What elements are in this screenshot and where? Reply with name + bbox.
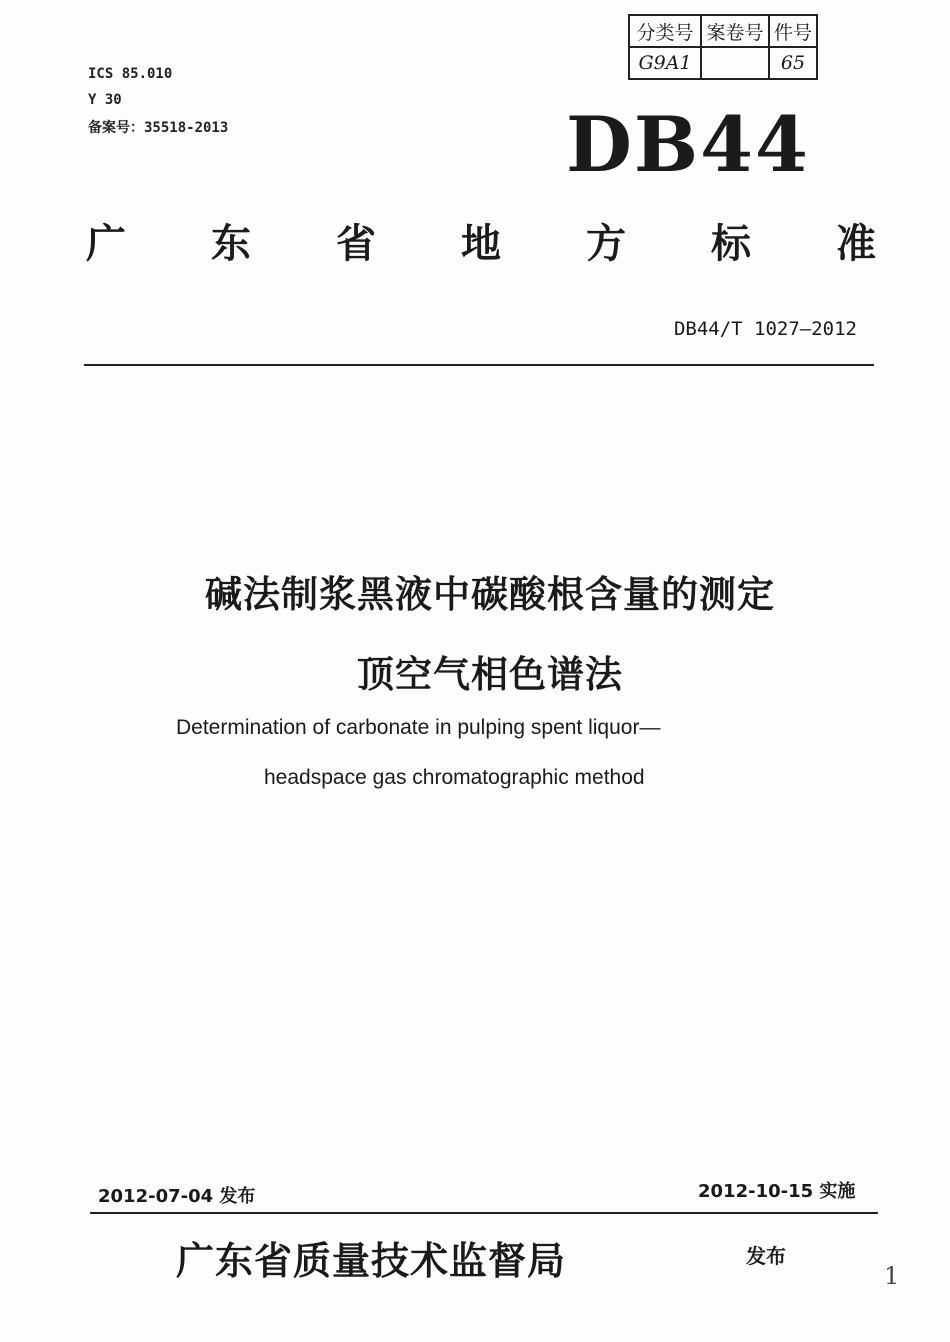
standard-type-char: 省 [336, 220, 376, 267]
title-en-line1: Determination of carbonate in pulping spent liquor— [176, 716, 661, 739]
ccs-code: Y 30 [88, 92, 122, 108]
archive-header-file: 案卷号 [701, 15, 769, 47]
standard-type-char: 方 [586, 220, 626, 267]
archive-header-category: 分类号 [629, 15, 701, 47]
archive-value-category: G9A1 [629, 47, 701, 79]
db-code: DB44 [566, 100, 810, 189]
standard-number: DB44/T 1027—2012 [673, 318, 857, 340]
archive-value-item: 65 [769, 47, 817, 79]
archive-value-file [701, 47, 769, 79]
issuing-label: 发布 [746, 1244, 786, 1268]
page-number: 1 [884, 1262, 900, 1290]
archive-header-item: 件号 [769, 15, 817, 47]
title-en-line2: headspace gas chromatographic method [264, 766, 645, 789]
standard-type-char: 地 [461, 220, 501, 267]
archive-box [628, 14, 818, 80]
title-cn-line1: 碱法制浆黑液中碳酸根含量的测定 [205, 573, 775, 616]
standard-type-char: 东 [211, 220, 251, 267]
issue-date: 2012-07-04 发布 [98, 1186, 256, 1207]
issuing-authority: 广东省质量技术监督局 [176, 1238, 567, 1283]
bottom-divider [90, 1212, 878, 1214]
top-divider [84, 364, 874, 366]
standard-type-char: 标 [711, 220, 751, 267]
standard-type-char: 广 [86, 220, 126, 267]
title-cn-line2: 顶空气相色谱法 [357, 653, 623, 696]
standard-type-char: 准 [836, 220, 876, 267]
standard-type [86, 212, 876, 269]
record-number: 备案号：35518-2013 [88, 120, 229, 136]
ics-code: ICS 85.010 [88, 66, 173, 82]
implementation-date: 2012-10-15 实施 [698, 1181, 856, 1202]
